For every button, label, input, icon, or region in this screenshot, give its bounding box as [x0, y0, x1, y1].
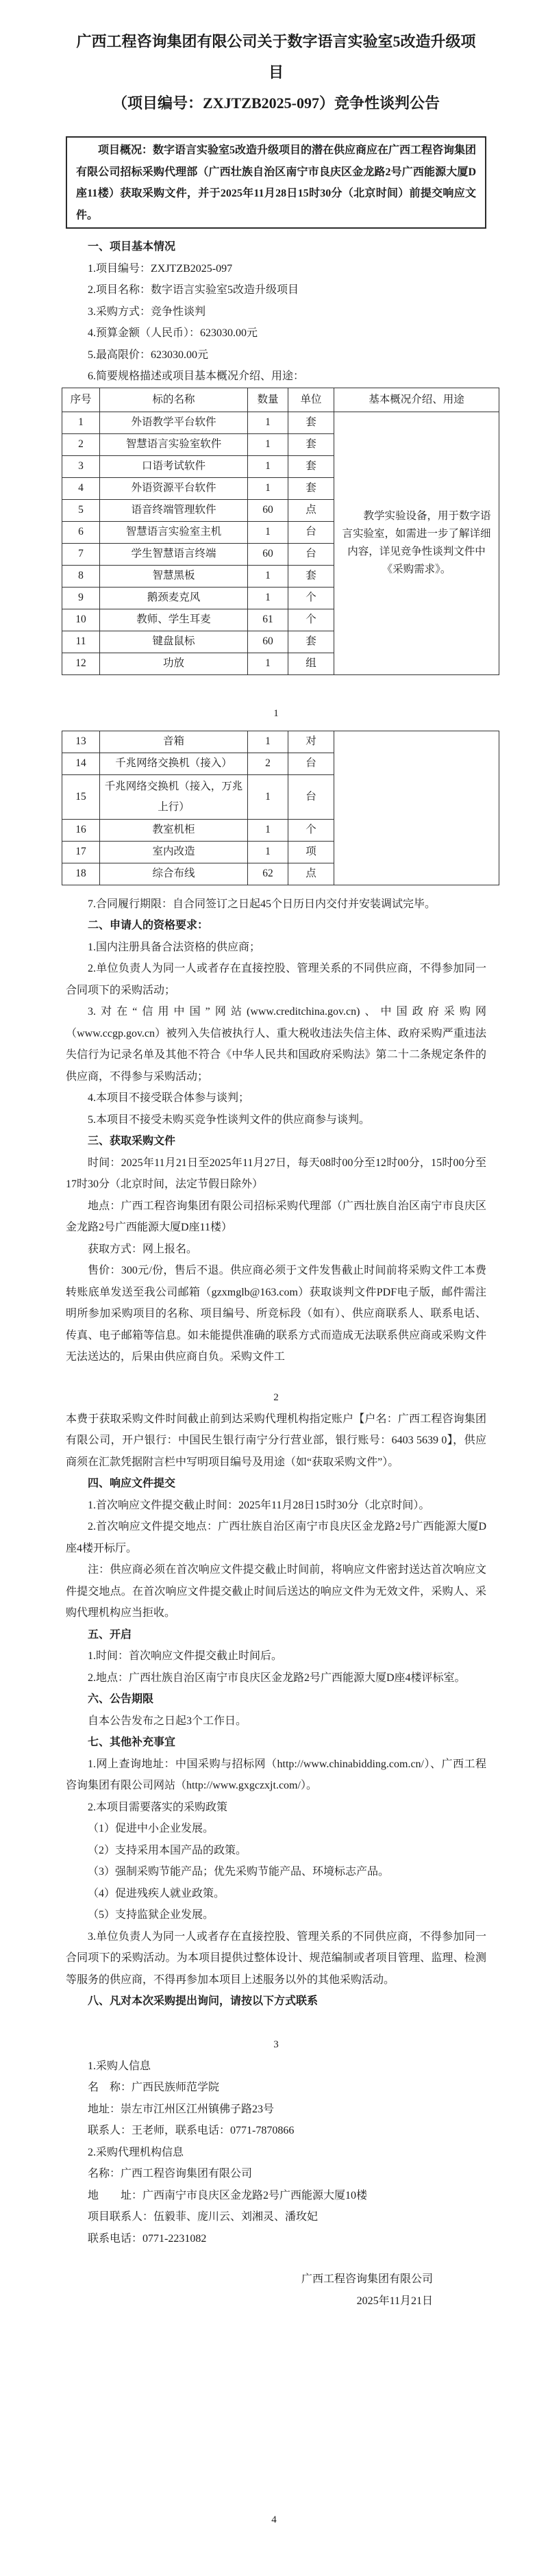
qualification-1: 1.国内注册具备合法资格的供应商；: [88, 941, 261, 953]
cell-name: 教室机柜: [100, 819, 248, 841]
cell-no: 9: [62, 587, 100, 609]
cell-qty: 60: [248, 543, 288, 565]
page-number-3: 3: [273, 2038, 279, 2050]
opening-time: 1.时间：首次响应文件提交截止时间后。: [88, 1650, 283, 1662]
doc-obtain-place: 地点：广西工程咨询集团有限公司招标采购代理部（广西壮族自治区南宁市良庆区金龙路2号广西能源大厦D座11楼）: [66, 1200, 486, 1233]
cell-name: 功放: [100, 653, 248, 674]
policy-5: （5）支持监狱企业发展。: [88, 1909, 214, 1921]
cell-name: 外语资源平台软件: [100, 477, 248, 499]
cell-qty: 60: [248, 499, 288, 521]
section-3-heading: 三、获取采购文件: [88, 1135, 176, 1147]
other-rule-3: 3.单位负责人为同一人或者存在直接控股、管理关系的不同供应商，不得参加同一合同项下的采购活动。为本项目提供过整体设计、规范编制或者项目管理、监理、检测等服务的供应商，不得再参加本项目上述服务以外的其他采购活动。: [66, 1930, 486, 1986]
announcement-period: 自本公告发布之日起3个工作日。: [88, 1715, 247, 1727]
doc-title-line1: 广西工程咨询集团有限公司关于数字语言实验室5改造升级项目: [76, 33, 476, 81]
cell-unit: 套: [288, 433, 334, 455]
items-description-continued: [334, 731, 499, 885]
qualification-4: 4.本项目不接受联合体参与谈判；: [88, 1092, 250, 1104]
signature-company: 广西工程咨询集团有限公司: [301, 2273, 433, 2285]
cell-no: 1: [62, 412, 100, 433]
cell-qty: 2: [248, 753, 288, 774]
cell-no: 4: [62, 477, 100, 499]
response-note: 注：供应商必须在首次响应文件提交截止时间前，将响应文件密封送达首次响应文件提交地点。在首次响应文件提交截止时间后送达的响应文件为无效文件，采购人、采购代理机构应当拒收。: [66, 1564, 486, 1619]
agency-info-label: 2.采购代理机构信息: [88, 2146, 184, 2158]
policy-1: （1）促进中小企业发展。: [88, 1823, 214, 1834]
agency-address: 地 址：广西南宁市良庆区金龙路2号广西能源大厦10楼: [88, 2189, 368, 2201]
doc-title: [73, 26, 480, 118]
cell-unit: 套: [288, 565, 334, 587]
cell-unit: 个: [288, 609, 334, 631]
col-header-name: 标的名称: [100, 388, 248, 412]
cell-unit: 点: [288, 863, 334, 885]
cell-qty: 1: [248, 412, 288, 433]
section-7-heading: 七、其他补充事宜: [88, 1737, 176, 1748]
signature-date: 2025年11月21日: [356, 2295, 433, 2307]
cell-qty: 62: [248, 863, 288, 885]
section-4-heading: 四、响应文件提交: [88, 1478, 176, 1489]
page-number-1: 1: [273, 707, 279, 719]
cell-qty: 1: [248, 565, 288, 587]
agency-contacts: 项目联系人：伍毅菲、庞川云、刘湘灵、潘玫妃: [88, 2211, 319, 2223]
cell-qty: 1: [248, 455, 288, 477]
cell-no: 3: [62, 455, 100, 477]
cell-unit: 个: [288, 819, 334, 841]
section-1-heading: 一、项目基本情况: [88, 241, 176, 253]
table-row: [62, 412, 499, 433]
items-table-page2: [62, 731, 499, 885]
cell-name: 学生智慧语言终端: [100, 543, 248, 565]
cell-name: 智慧语言实验室软件: [100, 433, 248, 455]
cell-unit: 套: [288, 455, 334, 477]
doc-obtain-method: 获取方式：网上报名。: [88, 1243, 198, 1255]
cell-unit: 对: [288, 731, 334, 753]
cell-no: 15: [62, 774, 100, 819]
section-8-heading: 八、凡对本次采购提出询问，请按以下方式联系: [88, 1995, 319, 2007]
cell-qty: 1: [248, 841, 288, 863]
budget-amount: 4.预算金额（人民币）：623030.00元: [88, 327, 258, 339]
purchaser-address: 地址：崇左市江州区江州镇佛子路23号: [88, 2103, 275, 2115]
doc-price-part1: 售价：300元/份，售后不退。供应商必须于文件发售截止时间前将采购文件工本费转账底单发送至我公司邮箱（gzxmglb@163.com）获取谈判文件PDF电子版，邮件需注明所参加采购项目的名称、项目编号、所竞标段（如有）、供应商联系人、联系电话、传真、电子邮箱等信息。如未能提供准确的联系方式而造成无法联系供应商或采购文件无法送达的，后果由供应商自负。采购文件工: [66, 1265, 486, 1363]
cell-no: 5: [62, 499, 100, 521]
cell-no: 16: [62, 819, 100, 841]
cell-qty: 1: [248, 477, 288, 499]
col-header-no: 序号: [62, 388, 100, 412]
purchaser-name: 名 称：广西民族师范学院: [88, 2082, 220, 2093]
policy-3: （3）强制采购节能产品；优先采购节能产品、环境标志产品。: [88, 1866, 390, 1878]
table-header-row: [62, 388, 499, 412]
cell-name: 语音终端管理软件: [100, 499, 248, 521]
items-table-page1: [62, 388, 499, 675]
cell-qty: 1: [248, 587, 288, 609]
cell-name: 鹅颈麦克风: [100, 587, 248, 609]
policy-2: （2）支持采用本国产品的政策。: [88, 1844, 247, 1856]
cell-no: 18: [62, 863, 100, 885]
cell-no: 2: [62, 433, 100, 455]
cell-unit: 项: [288, 841, 334, 863]
cell-qty: 1: [248, 433, 288, 455]
cell-name: 外语教学平台软件: [100, 412, 248, 433]
cell-name: 教师、学生耳麦: [100, 609, 248, 631]
cell-name: 口语考试软件: [100, 455, 248, 477]
col-header-qty: 数量: [248, 388, 288, 412]
agency-phone: 联系电话：0771-2231082: [88, 2232, 207, 2245]
contract-period: 7.合同履行期限：自合同签订之日起45个日历日内交付并安装调试完毕。: [88, 898, 436, 910]
cell-no: 7: [62, 543, 100, 565]
cell-qty: 1: [248, 731, 288, 753]
cell-no: 13: [62, 731, 100, 753]
cell-qty: 1: [248, 819, 288, 841]
cell-unit: 组: [288, 653, 334, 674]
cell-no: 12: [62, 653, 100, 674]
section-5-heading: 五、开启: [88, 1628, 132, 1641]
qualification-3: 3.对在“信用中国”网站(www.creditchina.gov.cn)、中国政府采购网（www.ccgp.gov.cn）被列入失信被执行人、重大税收违法失信主体、政府采购严重违法失信行为记录名单及其他不符合《中华人民共和国政府采购法》第二十二条规定条件的供应商，不得参与采购活动；: [66, 1006, 486, 1083]
table-row: [62, 731, 499, 753]
qualification-2: 2.单位负责人为同一人或者存在直接控股、管理关系的不同供应商，不得参加同一合同项下的采购活动；: [66, 963, 486, 996]
cell-unit: 台: [288, 521, 334, 543]
cell-no: 11: [62, 631, 100, 653]
col-header-unit: 单位: [288, 388, 334, 412]
cell-name: 智慧语言实验室主机: [100, 521, 248, 543]
items-description: 教学实验设备，用于数字语言实验室，如需进一步了解详细内容，详见竞争性谈判文件中《采购需求》。: [334, 412, 499, 674]
spec-intro-label: 6.简要规格描述或项目基本概况介绍、用途：: [88, 370, 305, 382]
cell-name: 键盘鼠标: [100, 631, 248, 653]
cell-unit: 台: [288, 774, 334, 819]
cell-name: 千兆网络交换机（接入）: [100, 753, 248, 774]
project-name: 2.项目名称：数字语言实验室5改造升级项目: [88, 284, 299, 296]
cell-unit: 套: [288, 412, 334, 433]
cell-name: 室内改造: [100, 841, 248, 863]
cell-unit: 点: [288, 499, 334, 521]
policy-4: （4）促进残疾人就业政策。: [88, 1887, 225, 1899]
cell-no: 6: [62, 521, 100, 543]
cell-qty: 1: [248, 521, 288, 543]
col-header-desc: 基本概况介绍、用途: [334, 388, 499, 412]
section-2-heading: 二、申请人的资格要求：: [88, 920, 209, 931]
qualification-5: 5.本项目不接受未购买竞争性谈判文件的供应商参与谈判。: [88, 1113, 371, 1126]
project-number: 1.项目编号：ZXJTZB2025-097: [88, 262, 233, 275]
cell-no: 17: [62, 841, 100, 863]
section-6-heading: 六、公告期限: [88, 1693, 154, 1705]
purchaser-contact: 联系人：王老师，联系电话：0771-7870866: [88, 2125, 295, 2136]
cell-no: 10: [62, 609, 100, 631]
agency-name: 名称：广西工程咨询集团有限公司: [88, 2168, 253, 2180]
project-overview-box: [66, 136, 486, 229]
cell-unit: 台: [288, 753, 334, 774]
cell-qty: 61: [248, 609, 288, 631]
project-overview-text: 项目概况：数字语言实验室5改造升级项目的潜在供应商应在广西工程咨询集团有限公司招标采购代理部（广西壮族自治区南宁市良庆区金龙路2号广西能源大厦D座11楼）获取采购文件，并于2025年11月28日15时30分（北京时间）前提交响应文件。: [76, 144, 477, 221]
page-number-2: 2: [273, 1391, 279, 1403]
cell-qty: 1: [248, 774, 288, 819]
cell-unit: 套: [288, 477, 334, 499]
online-query-address: 1.网上查询地址：中国采购与招标网（http://www.chinabidding.com.cn/）、广西工程咨询集团有限公司网站（http://www.gxgczxjt.com/）。: [66, 1758, 486, 1791]
doc-obtain-time: 时间：2025年11月21日至2025年11月27日，每天08时00分至12时00分，15时00分至17时30分（北京时间，法定节假日除外）: [66, 1157, 486, 1190]
cell-unit: 套: [288, 631, 334, 653]
cell-no: 14: [62, 753, 100, 774]
cell-qty: 60: [248, 631, 288, 653]
procurement-policy-label: 2.本项目需要落实的采购政策: [88, 1801, 228, 1813]
procurement-method: 3.采购方式：竞争性谈判: [88, 305, 206, 318]
cell-no: 8: [62, 565, 100, 587]
signature-block: [66, 2269, 486, 2312]
cell-unit: 个: [288, 587, 334, 609]
cell-unit: 台: [288, 543, 334, 565]
response-deadline: 1.首次响应文件提交截止时间：2025年11月28日15时30分（北京时间）。: [88, 1499, 430, 1511]
cell-name: 智慧黑板: [100, 565, 248, 587]
opening-place: 2.地点：广西壮族自治区南宁市良庆区金龙路2号广西能源大厦D座4楼评标室。: [88, 1671, 466, 1684]
doc-title-line2: （项目编号：ZXJTZB2025-097）竞争性谈判公告: [112, 94, 440, 112]
purchaser-info-label: 1.采购人信息: [88, 2060, 151, 2072]
doc-price-part2: 本费于获取采购文件时间截止前到达采购代理机构指定账户【户名：广西工程咨询集团有限公司，开户银行：中国民生银行南宁分行营业部，银行账号：6403 5639 0】，供应商须在汇款凭据附言栏中写明项目编号及用途（如“获取采购文件”）。: [66, 1413, 486, 1468]
page-number-4: 4: [271, 2514, 277, 2525]
cell-qty: 1: [248, 653, 288, 674]
cell-name: 千兆网络交换机（接入，万兆上行）: [100, 774, 248, 819]
cell-name: 综合布线: [100, 863, 248, 885]
cell-name: 音箱: [100, 731, 248, 753]
response-place: 2.首次响应文件提交地点：广西壮族自治区南宁市良庆区金龙路2号广西能源大厦D座4楼开标厅。: [66, 1521, 486, 1554]
max-price: 5.最高限价：623030.00元: [88, 349, 209, 361]
